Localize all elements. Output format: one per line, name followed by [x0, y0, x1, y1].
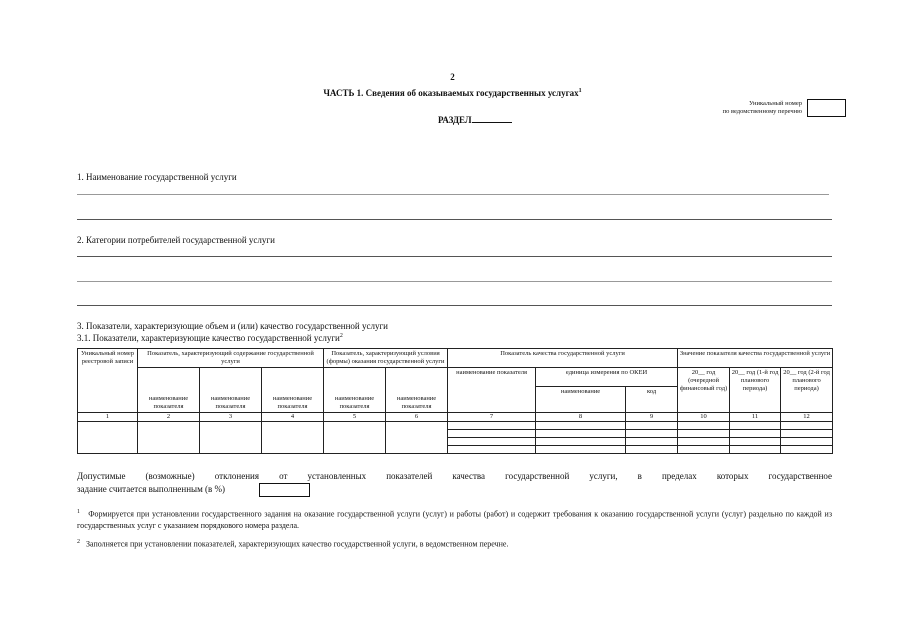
- subheader-content-name-2: наименование показателя: [200, 368, 262, 413]
- footnote-2-text: Заполняется при установлении показателей, характеризующих качество государственной услуги, в ведомственном перечне.: [86, 539, 509, 549]
- table-cell[interactable]: [678, 438, 730, 446]
- quality-indicators-table: [77, 348, 833, 454]
- col-number-4: 4: [262, 413, 324, 422]
- item-quality-indicators: [77, 333, 343, 343]
- header-unique-number: Уникальный номер реестровой записи: [78, 349, 138, 413]
- table-cell[interactable]: [536, 422, 626, 430]
- table-cell[interactable]: [78, 422, 138, 454]
- unique-number-label-line1: Уникальный номер: [749, 100, 802, 107]
- header-quality-value: Значение показателя качества государственной услуги: [678, 349, 833, 368]
- page-number: 2: [450, 72, 455, 82]
- col-number-11: 11: [730, 413, 781, 422]
- subheader-year-3: 20__ год (2-й год планового периода): [781, 368, 833, 413]
- table-cell[interactable]: [730, 438, 781, 446]
- table-cell[interactable]: [536, 438, 626, 446]
- table-cell[interactable]: [730, 446, 781, 454]
- service-name-line-1[interactable]: [77, 194, 829, 195]
- col-number-3: 3: [200, 413, 262, 422]
- subheader-content-name-3: наименование показателя: [262, 368, 324, 413]
- subheader-okei-unit: единица измерения по ОКЕИ: [536, 368, 678, 387]
- col-number-7: 7: [448, 413, 536, 422]
- table-cell[interactable]: [730, 430, 781, 438]
- part-title-footnote-mark: 1: [578, 88, 582, 94]
- consumer-line-1[interactable]: [77, 256, 832, 257]
- table-cell[interactable]: [262, 422, 324, 454]
- deviation-percent-field[interactable]: [259, 483, 310, 497]
- table-cell[interactable]: [626, 446, 678, 454]
- table-cell[interactable]: [536, 446, 626, 454]
- item-volume-quality-indicators: 3. Показатели, характеризующие объем и (или) качество государственной услуги: [77, 321, 388, 331]
- unique-number-label: [680, 100, 802, 116]
- part-title-text: ЧАСТЬ 1. Сведения об оказываемых государственных услугах: [323, 88, 579, 98]
- table-cell[interactable]: [138, 422, 200, 454]
- consumer-line-2[interactable]: [77, 281, 832, 282]
- footnote-1: [77, 507, 832, 531]
- table-cell[interactable]: [678, 446, 730, 454]
- subheader-unit-code: код: [626, 387, 678, 413]
- consumer-line-3[interactable]: [77, 305, 832, 306]
- header-content-indicator: Показатель, характеризующий содержание государственной услуги: [138, 349, 324, 368]
- header-quality-indicator: Показатель качества государственной услуги: [448, 349, 678, 368]
- table-cell[interactable]: [781, 422, 833, 430]
- unique-number-label-line2: по ведомственному перечню: [722, 108, 802, 115]
- section-title-text: РАЗДЕЛ: [438, 115, 472, 125]
- col-number-12: 12: [781, 413, 833, 422]
- part-title: [0, 88, 905, 98]
- subheader-content-name-1: наименование показателя: [138, 368, 200, 413]
- table-cell[interactable]: [386, 422, 448, 454]
- subheader-year-2: 20__ год (1-й год планового периода): [730, 368, 781, 413]
- table-cell[interactable]: [678, 430, 730, 438]
- col-number-9: 9: [626, 413, 678, 422]
- table-cell[interactable]: [781, 438, 833, 446]
- table-cell[interactable]: [626, 430, 678, 438]
- table-cell[interactable]: [324, 422, 386, 454]
- table-cell[interactable]: [626, 422, 678, 430]
- table-cell[interactable]: [781, 446, 833, 454]
- table-cell[interactable]: [730, 422, 781, 430]
- col-number-8: 8: [536, 413, 626, 422]
- subheader-conditions-name-1: наименование показателя: [324, 368, 386, 413]
- table-cell[interactable]: [626, 438, 678, 446]
- item-consumer-categories: 2. Категории потребителей государственной услуги: [77, 235, 275, 245]
- footnote-2-mark: 2: [77, 539, 80, 545]
- table-row: [78, 422, 833, 430]
- table-cell[interactable]: [781, 430, 833, 438]
- table-cell[interactable]: [448, 438, 536, 446]
- subheader-conditions-name-2: наименование показателя: [386, 368, 448, 413]
- subheader-year-1: 20__ год (очередной финансовый год): [678, 368, 730, 413]
- section-title: [438, 115, 512, 125]
- col-number-10: 10: [678, 413, 730, 422]
- section-number-blank[interactable]: [472, 115, 512, 123]
- subheader-unit-name: наименование: [536, 387, 626, 413]
- table-cell[interactable]: [678, 422, 730, 430]
- header-conditions-indicator: Показатель, характеризующий условия (формы) оказания государственной услуги: [324, 349, 448, 368]
- unique-number-field[interactable]: [807, 99, 846, 117]
- item-service-name: 1. Наименование государственной услуги: [77, 172, 237, 182]
- table-cell[interactable]: [448, 430, 536, 438]
- deviation-text-line1: Допустимые (возможные) отклонения от установленных показателей качества государственной услуги, в пределах которых государственное: [77, 471, 832, 481]
- table-cell[interactable]: [448, 422, 536, 430]
- column-number-row: [78, 413, 833, 422]
- item-quality-footnote-mark: 2: [339, 333, 343, 339]
- table-cell[interactable]: [200, 422, 262, 454]
- col-number-1: 1: [78, 413, 138, 422]
- col-number-6: 6: [386, 413, 448, 422]
- subheader-quality-name: наименование показателя: [448, 368, 536, 413]
- item-quality-indicators-text: 3.1. Показатели, характеризующие качество государственной услуги: [77, 333, 340, 343]
- col-number-5: 5: [324, 413, 386, 422]
- service-name-line-2[interactable]: [77, 219, 832, 220]
- footnote-1-text: Формируется при установлении государственного задания на оказание государственной услуги (услуг) и работы (работ) и содержит требования к оказанию государственной услуги (услуг) раздельно по каждой из государственных услуг с указанием порядкового номера раздела.: [77, 509, 832, 530]
- footnote-2: [77, 537, 832, 550]
- table-cell[interactable]: [448, 446, 536, 454]
- col-number-2: 2: [138, 413, 200, 422]
- table-cell[interactable]: [536, 430, 626, 438]
- footnote-1-mark: 1: [77, 509, 80, 515]
- deviation-text-line2: задание считается выполненным (в %): [77, 484, 226, 494]
